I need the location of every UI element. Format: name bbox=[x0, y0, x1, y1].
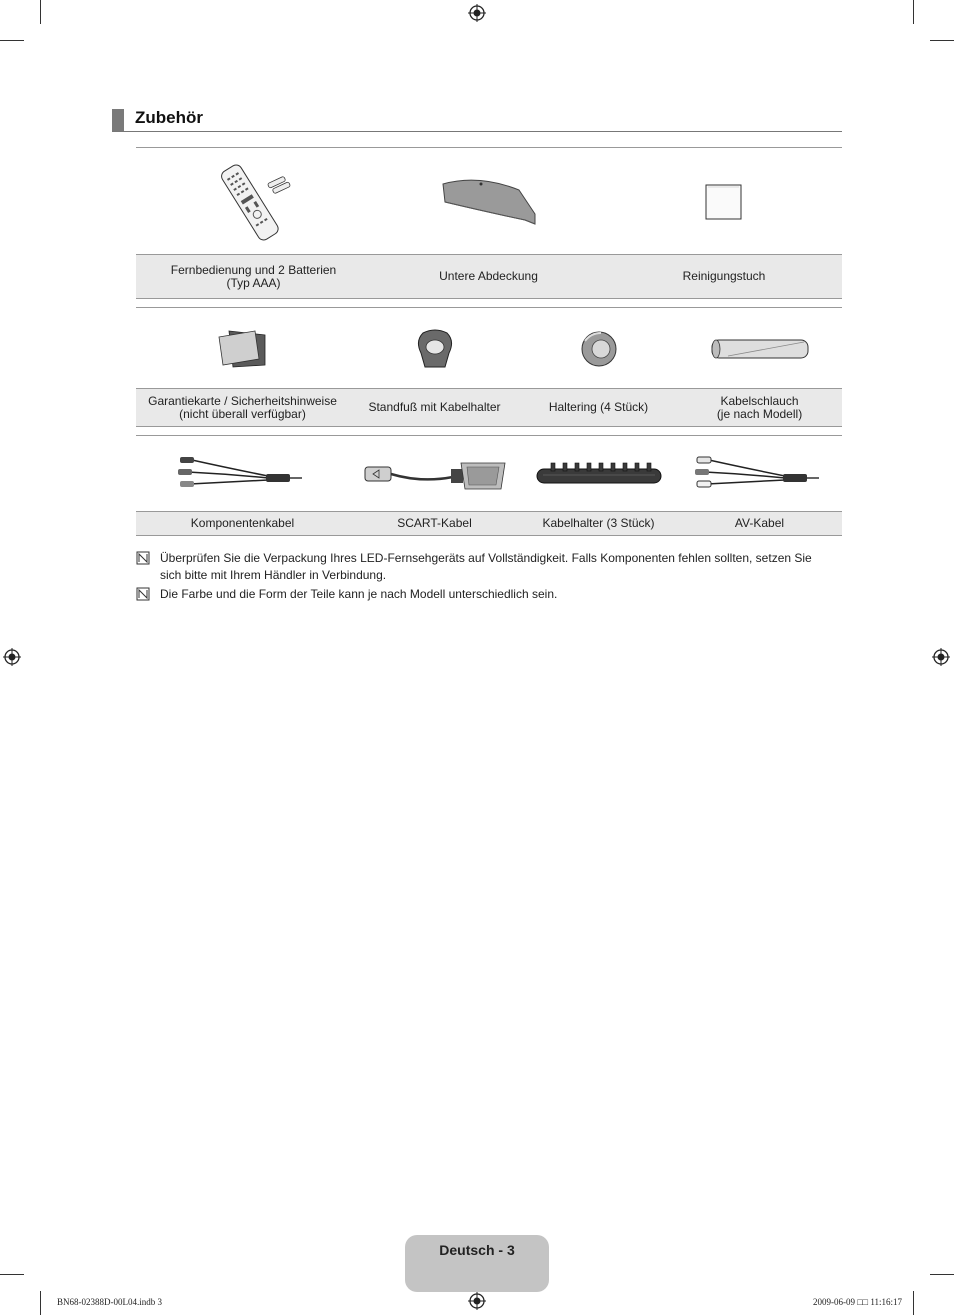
print-timestamp: 2009-06-09 □□ 11:16:17 bbox=[812, 1297, 902, 1307]
section-marker bbox=[112, 109, 124, 131]
bottom-cover-icon bbox=[439, 172, 539, 232]
note-text: sich bitte mit Ihrem Händler in Verbindung. bbox=[160, 568, 387, 582]
note-item bbox=[136, 550, 842, 586]
page-number: Deutsch - 3 bbox=[439, 1242, 515, 1258]
crop-mark bbox=[913, 0, 914, 24]
accessory-label: Reinigungstuch bbox=[682, 269, 766, 283]
table-row bbox=[136, 147, 842, 255]
accessory-label: Standfuß mit Kabelhalter bbox=[368, 400, 501, 414]
crop-mark bbox=[0, 1274, 24, 1275]
crop-mark bbox=[40, 1291, 41, 1315]
table-row bbox=[136, 388, 842, 427]
crop-mark bbox=[930, 40, 954, 41]
table-row bbox=[136, 254, 842, 299]
holder-ring-icon bbox=[577, 327, 621, 371]
crop-mark bbox=[0, 40, 24, 41]
av-cable-icon bbox=[695, 454, 825, 494]
accessory-label: Fernbedienung und 2 Batterien (Typ AAA) bbox=[170, 262, 337, 290]
registration-mark-icon bbox=[3, 648, 21, 666]
table-row bbox=[136, 435, 842, 512]
table-row bbox=[136, 511, 842, 536]
accessory-label: Komponentenkabel bbox=[190, 516, 295, 530]
crop-mark bbox=[40, 0, 41, 24]
crop-mark bbox=[913, 1291, 914, 1315]
note-text: Die Farbe und die Form der Teile kann je nach Modell unterschiedlich sein. bbox=[160, 587, 558, 601]
note-item bbox=[136, 586, 842, 604]
accessory-label: SCART-Kabel bbox=[397, 516, 472, 530]
component-cable-icon bbox=[178, 454, 308, 494]
note-icon bbox=[136, 587, 150, 601]
warranty-card-icon bbox=[215, 327, 271, 371]
table-row bbox=[136, 307, 842, 389]
print-file-name: BN68-02388D-00L04.indb 3 bbox=[57, 1297, 162, 1307]
accessory-label: Untere Abdeckung bbox=[439, 269, 538, 283]
scart-cable-icon bbox=[361, 453, 509, 495]
note-text: Überprüfen Sie die Verpackung Ihres LED-Fernsehgeräts auf Vollständigkeit. Falls Komponenten fehlen sollten, setzen Sie bbox=[160, 551, 812, 565]
registration-mark-icon bbox=[468, 4, 486, 22]
stand-cable-holder-icon bbox=[413, 327, 457, 371]
crop-mark bbox=[930, 1274, 954, 1275]
accessory-label: Garantiekarte / Sicherheitshinweise (nicht überall verfügbar) bbox=[148, 393, 337, 421]
remote-control-icon bbox=[209, 161, 299, 243]
cleaning-cloth-icon bbox=[703, 182, 745, 222]
accessory-label: Kabelhalter (3 Stück) bbox=[542, 516, 655, 530]
accessory-label: AV-Kabel bbox=[734, 516, 785, 530]
registration-mark-icon bbox=[932, 648, 950, 666]
cable-tube-icon bbox=[708, 335, 812, 363]
note-icon bbox=[136, 551, 150, 565]
accessory-label: Kabelschlauch (je nach Modell) bbox=[716, 393, 803, 421]
section-title: Zubehör bbox=[135, 108, 203, 127]
accessory-label: Haltering (4 Stück) bbox=[548, 400, 649, 414]
cable-holder-icon bbox=[533, 459, 665, 489]
section-divider bbox=[112, 131, 842, 132]
registration-mark-icon bbox=[468, 1292, 486, 1310]
